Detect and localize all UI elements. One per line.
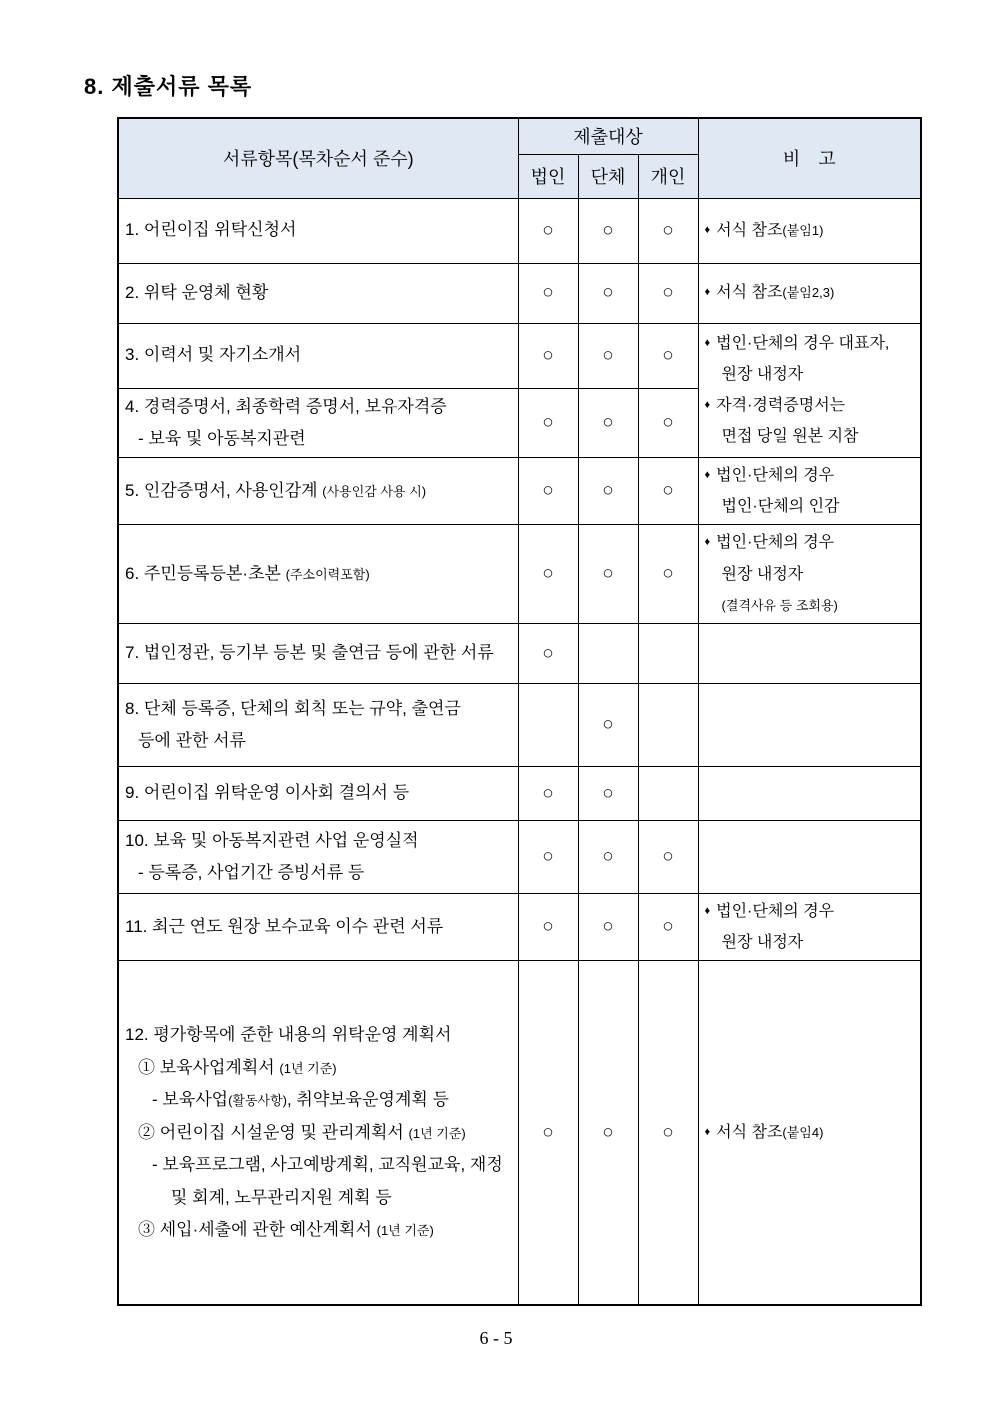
remark-line — [705, 460, 915, 491]
mark-cell-corporation — [518, 767, 578, 821]
table-row-10 — [118, 821, 921, 894]
table-row-2 — [118, 263, 921, 323]
item-cell — [118, 821, 518, 894]
table-row-12 — [118, 961, 921, 1305]
table-header — [118, 118, 921, 198]
mark-cell-individual — [638, 894, 698, 961]
circle-mark-icon: ○ — [602, 563, 614, 585]
item-cell — [118, 263, 518, 323]
item-line — [125, 339, 512, 371]
item-line — [125, 911, 512, 943]
item-line — [125, 1087, 512, 1113]
circle-mark-icon: ○ — [662, 480, 674, 502]
item-line — [125, 1055, 512, 1081]
item-line — [125, 637, 512, 669]
remark-line — [705, 359, 915, 390]
remark-line — [705, 527, 915, 558]
mark-cell-individual — [638, 525, 698, 624]
item-text: 5. 인감증명서, 사용인감계 — [125, 481, 323, 501]
circle-mark-icon: ○ — [542, 219, 554, 241]
remark-cell — [698, 263, 921, 323]
item-text: ② 어린이집 시설운영 및 관리계획서 — [138, 1122, 409, 1142]
mark-cell-corporation — [518, 894, 578, 961]
diamond-bullet-icon: ♦ — [704, 469, 711, 482]
remark-text: 서식 참조 — [716, 284, 783, 302]
item-text: 1. 어린이집 위탁신청서 — [125, 220, 297, 240]
remark-line — [705, 559, 915, 590]
mark-cell-corporation — [518, 388, 578, 458]
table-row-8 — [118, 684, 921, 767]
circle-mark-icon: ○ — [542, 411, 554, 433]
item-text: 8. 단체 등록증, 단체의 회칙 또는 규약, 출연금 — [125, 698, 461, 718]
item-text: (1년 기준) — [408, 1125, 466, 1141]
mark-cell-corporation — [518, 821, 578, 894]
mark-cell-organization — [578, 263, 638, 323]
circle-mark-icon: ○ — [602, 782, 614, 804]
table-body — [118, 198, 921, 1305]
remark-line — [705, 896, 915, 927]
item-text: 11. 최근 연도 원장 보수교육 이수 관련 서류 — [125, 917, 444, 937]
diamond-bullet-icon: ♦ — [704, 399, 711, 412]
item-text: 7. 법인정관, 등기부 등본 및 출연금 등에 관한 서류 — [125, 643, 494, 663]
remark-text: 원장 내정자 — [721, 565, 804, 583]
item-text: (활동사항) — [228, 1093, 287, 1109]
mark-cell-individual — [638, 263, 698, 323]
circle-mark-icon: ○ — [542, 846, 554, 868]
mark-cell-corporation — [518, 458, 578, 525]
item-line — [125, 1185, 512, 1211]
circle-mark-icon: ○ — [602, 846, 614, 868]
table-row-11 — [118, 894, 921, 961]
diamond-bullet-icon: ♦ — [704, 336, 711, 349]
mark-cell-individual — [638, 388, 698, 458]
item-cell — [118, 767, 518, 821]
mark-cell-individual — [638, 624, 698, 684]
item-line — [125, 777, 512, 809]
remark-line — [705, 1117, 915, 1148]
mark-cell-organization — [578, 821, 638, 894]
remark-text: 서식 참조 — [716, 221, 783, 239]
item-cell — [118, 525, 518, 624]
item-line — [125, 1022, 512, 1048]
item-cell — [118, 323, 518, 388]
mark-cell-corporation — [518, 323, 578, 388]
item-text: (1년 기준) — [279, 1060, 337, 1076]
item-cell — [118, 458, 518, 525]
table-row-1 — [118, 198, 921, 263]
item-line — [125, 423, 512, 455]
circle-mark-icon: ○ — [542, 344, 554, 366]
mark-cell-organization — [578, 323, 638, 388]
diamond-bullet-icon: ♦ — [704, 223, 711, 236]
remark-text: 법인·단체의 경우 — [716, 903, 835, 921]
item-text: 및 회계, 노무관리지원 계획 등 — [171, 1187, 392, 1207]
remark-cell — [698, 894, 921, 961]
remark-text: 면접 당일 원본 지참 — [721, 428, 859, 446]
item-text: 4. 경력증명서, 최종학력 증명서, 보유자격증 — [125, 396, 447, 416]
item-line — [125, 857, 512, 889]
remark-line — [705, 390, 915, 421]
remark-cell — [698, 458, 921, 525]
mark-cell-organization — [578, 388, 638, 458]
table-row-3 — [118, 323, 921, 388]
item-line — [125, 1152, 512, 1178]
mark-cell-corporation — [518, 263, 578, 323]
mark-cell-organization — [578, 198, 638, 263]
diamond-bullet-icon: ♦ — [704, 905, 711, 918]
item-text: - 보육사업 — [152, 1090, 229, 1110]
mark-cell-organization — [578, 458, 638, 525]
item-text: - 보육프로그램, 사고예방계획, 교직원교육, 재정 — [152, 1155, 503, 1175]
remark-cell — [698, 624, 921, 684]
table-row-6 — [118, 525, 921, 624]
mark-cell-organization — [578, 525, 638, 624]
page-number: 6 - 5 — [479, 1328, 513, 1348]
circle-mark-icon: ○ — [542, 782, 554, 804]
remark-text: (붙임1) — [782, 222, 824, 238]
mark-cell-organization — [578, 961, 638, 1305]
page-title: 8. 제출서류 목록 — [84, 74, 253, 99]
item-cell — [118, 961, 518, 1305]
circle-mark-icon: ○ — [602, 411, 614, 433]
header-target-corporation: 법인 — [518, 154, 578, 198]
remark-text: 서식 참조 — [716, 1124, 783, 1142]
circle-mark-icon: ○ — [542, 916, 554, 938]
mark-cell-corporation — [518, 525, 578, 624]
remark-text: 법인·단체의 인감 — [721, 498, 840, 516]
remark-text: 법인·단체의 경우 — [716, 534, 835, 552]
item-text: 6. 주민등록등본·초본 — [125, 564, 286, 584]
mark-cell-individual — [638, 323, 698, 388]
item-cell — [118, 198, 518, 263]
item-text: 2. 위탁 운영체 현황 — [125, 282, 269, 302]
item-cell — [118, 894, 518, 961]
item-line — [125, 214, 512, 246]
item-text: (주소이력포함) — [285, 567, 370, 583]
item-text: 3. 이력서 및 자기소개서 — [125, 345, 302, 365]
item-text: - 보육 및 아동복지관련 — [138, 428, 306, 448]
remark-cell — [698, 767, 921, 821]
remark-cell — [698, 961, 921, 1305]
header-target-organization: 단체 — [578, 154, 638, 198]
mark-cell-corporation — [518, 961, 578, 1305]
item-line — [125, 277, 512, 309]
circle-mark-icon: ○ — [602, 219, 614, 241]
circle-mark-icon: ○ — [542, 480, 554, 502]
item-text: , 취약보육운영계획 등 — [286, 1090, 449, 1110]
header-remark-column: 비 고 — [698, 118, 921, 198]
item-text: 9. 어린이집 위탁운영 이사회 결의서 등 — [125, 783, 410, 803]
item-line — [125, 825, 512, 857]
remark-cell — [698, 323, 921, 458]
mark-cell-corporation — [518, 684, 578, 767]
item-text: (1년 기준) — [376, 1223, 434, 1239]
item-text: 12. 평가항목에 준한 내용의 위탁운영 계획서 — [125, 1025, 452, 1045]
mark-cell-individual — [638, 198, 698, 263]
circle-mark-icon: ○ — [542, 642, 554, 664]
remark-line — [705, 421, 915, 452]
item-cell — [118, 684, 518, 767]
item-text: 10. 보육 및 아동복지관련 사업 운영실적 — [125, 830, 419, 850]
remark-cell — [698, 684, 921, 767]
item-cell — [118, 388, 518, 458]
header-item-column: 서류항목(목차순서 준수) — [118, 118, 518, 198]
circle-mark-icon: ○ — [602, 344, 614, 366]
remark-line — [705, 491, 915, 522]
mark-cell-individual — [638, 767, 698, 821]
table-row-9 — [118, 767, 921, 821]
item-line — [125, 475, 512, 507]
header-target-group: 제출대상 — [518, 118, 698, 154]
circle-mark-icon: ○ — [602, 480, 614, 502]
mark-cell-organization — [578, 624, 638, 684]
table-row-5 — [118, 458, 921, 525]
item-line — [125, 1217, 512, 1243]
mark-cell-organization — [578, 684, 638, 767]
circle-mark-icon: ○ — [662, 1121, 674, 1143]
item-text: - 등록증, 사업기간 증빙서류 등 — [138, 863, 365, 883]
remark-line — [705, 328, 915, 359]
item-cell — [118, 624, 518, 684]
diamond-bullet-icon: ♦ — [704, 286, 711, 299]
remark-line — [705, 927, 915, 958]
remark-text: 원장 내정자 — [721, 934, 804, 952]
item-text: ① 보육사업계획서 — [138, 1057, 280, 1077]
circle-mark-icon: ○ — [602, 714, 614, 736]
header-target-individual: 개인 — [638, 154, 698, 198]
item-text: (사용인감 사용 시) — [322, 484, 427, 500]
header-row-top — [118, 118, 921, 154]
remark-cell — [698, 821, 921, 894]
item-line — [125, 391, 512, 423]
circle-mark-icon: ○ — [542, 1121, 554, 1143]
item-line — [125, 693, 512, 725]
mark-cell-individual — [638, 821, 698, 894]
circle-mark-icon: ○ — [602, 282, 614, 303]
item-line — [125, 1120, 512, 1146]
circle-mark-icon: ○ — [662, 344, 674, 366]
remark-line — [705, 277, 915, 308]
remark-text: (붙임2,3) — [782, 285, 835, 301]
remark-text: 자격·경력증명서는 — [716, 397, 846, 415]
diamond-bullet-icon: ♦ — [704, 536, 711, 549]
item-line — [125, 558, 512, 590]
remark-text: 법인·단체의 경우 — [716, 467, 835, 485]
remark-cell — [698, 198, 921, 263]
remark-text: (붙임4) — [782, 1125, 824, 1141]
remark-text: (결격사유 등 조회용) — [721, 597, 838, 613]
remark-cell — [698, 525, 921, 624]
item-text: ③ 세입·세출에 관한 예산계획서 — [138, 1220, 377, 1240]
mark-cell-corporation — [518, 198, 578, 263]
circle-mark-icon: ○ — [662, 846, 674, 868]
diamond-bullet-icon: ♦ — [704, 1126, 711, 1139]
mark-cell-individual — [638, 684, 698, 767]
mark-cell-individual — [638, 458, 698, 525]
circle-mark-icon: ○ — [542, 282, 554, 303]
mark-cell-individual — [638, 961, 698, 1305]
mark-cell-corporation — [518, 624, 578, 684]
circle-mark-icon: ○ — [602, 916, 614, 938]
remark-line — [705, 215, 915, 246]
circle-mark-icon: ○ — [662, 563, 674, 585]
mark-cell-organization — [578, 894, 638, 961]
circle-mark-icon: ○ — [602, 1121, 614, 1143]
submission-documents-table — [117, 117, 922, 1306]
remark-line — [705, 590, 915, 621]
circle-mark-icon: ○ — [662, 916, 674, 938]
circle-mark-icon: ○ — [662, 282, 674, 303]
remark-text: 법인·단체의 경우 대표자, — [716, 334, 890, 352]
mark-cell-organization — [578, 767, 638, 821]
remark-text: 원장 내정자 — [721, 366, 804, 384]
circle-mark-icon: ○ — [662, 219, 674, 241]
item-line — [125, 725, 512, 757]
item-text: 등에 관한 서류 — [138, 731, 246, 751]
table-row-7 — [118, 624, 921, 684]
circle-mark-icon: ○ — [542, 563, 554, 585]
circle-mark-icon: ○ — [662, 411, 674, 433]
